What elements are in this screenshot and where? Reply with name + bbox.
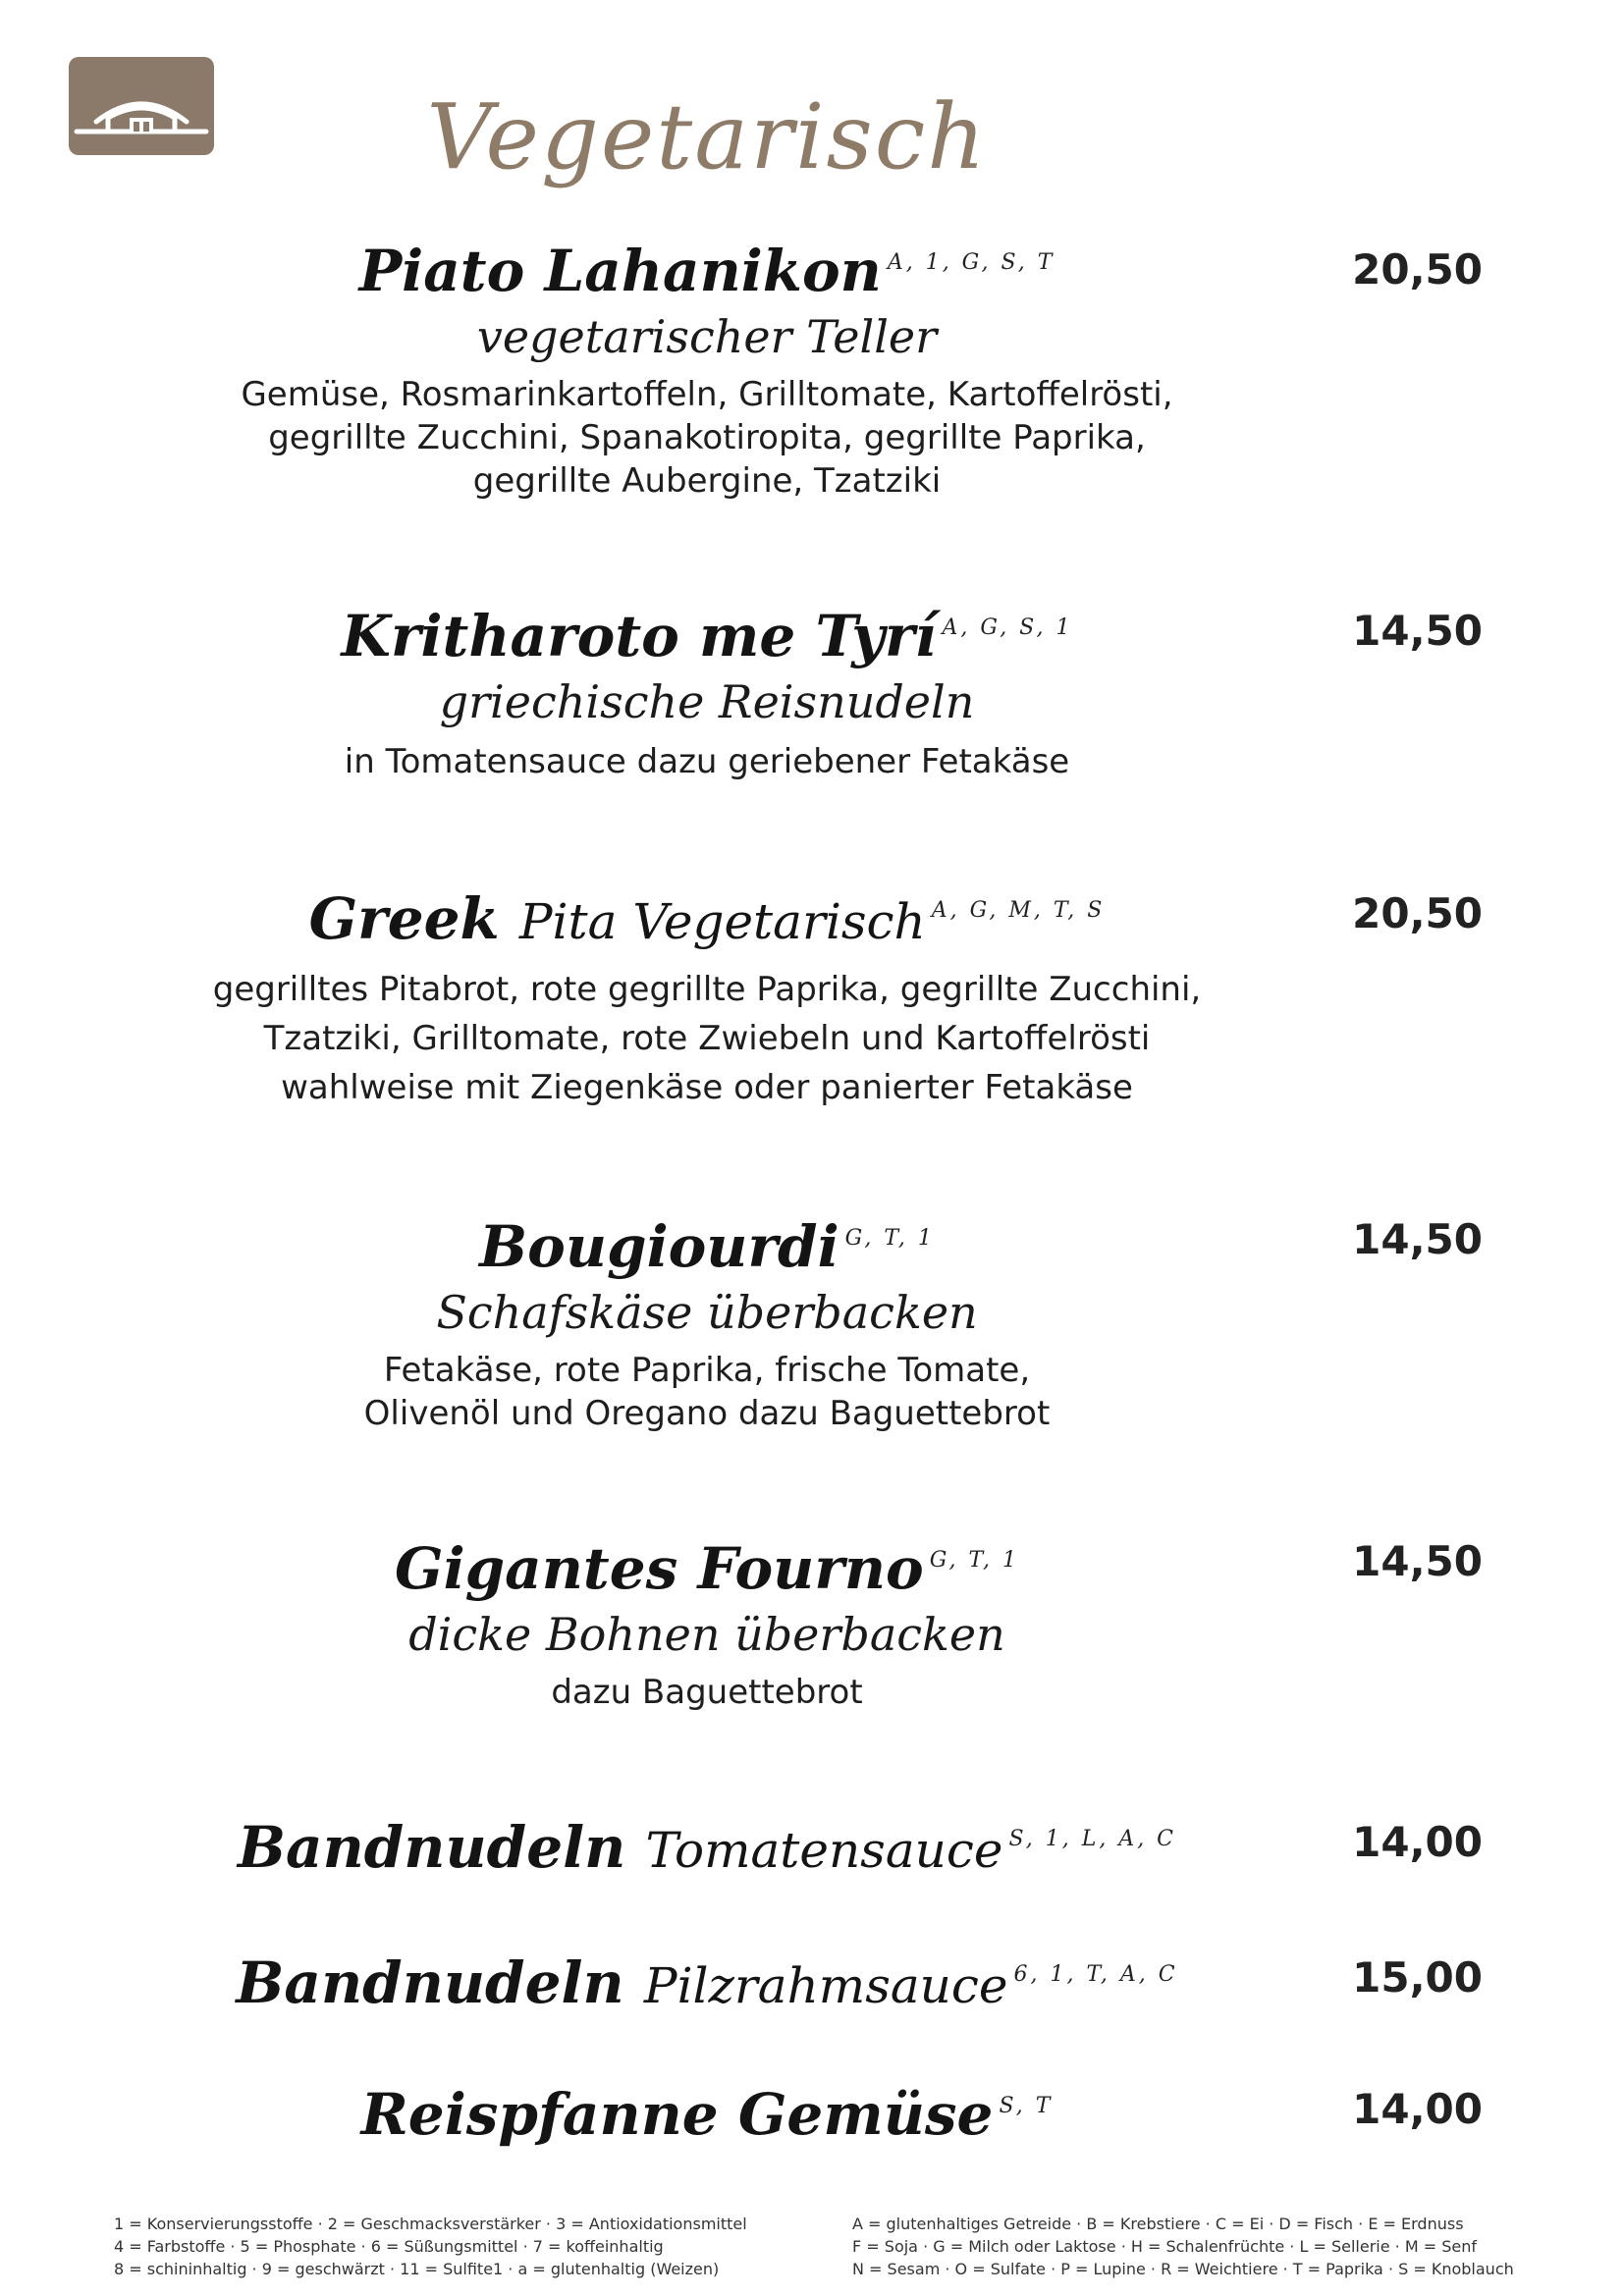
dish-name: Bandnudeln Pilzrahmsauce $^{6, 1, T, A, C}$ [236,1949,1178,2016]
allergen-codes: S, 1, L, A, C [1008,1827,1177,1851]
dish-name: Bougiourdi $^{G, T, 1}$ [479,1213,935,1280]
allergen-codes: A, G, S, 1 [942,615,1073,640]
allergen-codes: 6, 1, T, A, C [1013,1962,1178,1987]
dish-name: Bandnudeln Tomatensauce $^{S, 1, L, A, C}$ [237,1814,1177,1881]
dish-price: 20,50 [1352,889,1483,937]
dish-price: 15,00 [1352,1953,1483,2002]
dish-price: 20,50 [1352,245,1483,294]
dish-name: Piato Lahanikon $^{A, 1, G, S, T}$ [358,238,1056,304]
allergen-codes: G, T, 1 [844,1226,935,1251]
dish-price: 14,00 [1352,2085,1483,2133]
dish-description: Gemüse, Rosmarinkartoffeln, Grilltomate, Kartoffelrösti, gegrillte Zucchini, Spanakotiropita, gegrillte Paprika, gegrillte Aubergine, Tzatziki [241,375,1173,501]
dish-price: 14,00 [1352,1818,1483,1866]
dish-price: 14,50 [1352,1537,1483,1585]
dish-description: gegrilltes Pitabrot, rote gegrillte Paprika, gegrillte Zucchini, Tzatziki, Grilltomate, rote Zwiebeln und Kartoffelrösti wahlweise mit Ziegenkäse oder panierter Fetakäse [212,970,1202,1107]
dish-name: Greek Pita Vegetarisch $^{A, G, M, T, S}$ [308,885,1106,952]
dish-subtitle: dicke Bohnen überbacken [408,1608,1005,1661]
dish-greek-pita [0,876,1414,1112]
dish-description: dazu Baguettebrot [551,1673,863,1712]
dish-name: Gigantes Fourno $^{G, T, 1}$ [395,1535,1019,1602]
dish-name: Kritharoto me Tyrí $^{A, G, S, 1}$ [341,603,1073,669]
dish-price: 14,50 [1352,607,1483,655]
dish-piato-lahanikon [0,228,1414,503]
dish-description: in Tomatensauce dazu geriebener Fetakäse [344,742,1070,781]
allergen-codes: G, T, 1 [929,1548,1019,1573]
dish-kritharoto [0,593,1414,783]
dish-subtitle: vegetarischer Teller [476,310,938,363]
dish-description: Fetakäse, rote Paprika, frische Tomate, Olivenöl und Oregano dazu Baguettebrot [363,1351,1051,1433]
dish-price: 14,50 [1352,1215,1483,1263]
dish-subtitle: griechische Reisnudeln [439,675,975,728]
allergen-codes: S, T [999,2094,1054,2118]
dish-name: Reispfanne Gemüse $^{S, T}$ [360,2081,1054,2148]
dish-reispfanne-gemuese [0,2071,1414,2150]
allergen-codes: A, G, M, T, S [931,898,1106,923]
dish-gigantes-fourno [0,1525,1414,1714]
dish-bougiourdi [0,1203,1414,1435]
allergen-codes: A, 1, G, S, T [887,250,1056,275]
additives-legend: 1 = Konservierungsstoffe · 2 = Geschmacksverstärker · 3 = Antioxidationsmittel 4 = Farbstoffe · 5 = Phosphate · 6 = Süßungsmittel · 7 = koffeinhaltig 8 = schininhaltig · 9 = geschwärzt · 11 = Sulfite1 · a = glutenhaltig (Weizen) [114,2215,747,2278]
dish-bandnudeln-pilzrahmsauce [0,1940,1414,2021]
allergens-legend: A = glutenhaltiges Getreide · B = Krebstiere · C = Ei · D = Fisch · E = Erdnuss F = Soja · G = Milch oder Laktose · H = Schalenfrüchte · L = Sellerie · M = Senf N = Sesam · O = Sulfate · P = Lupine · R = Weichtiere · T = Paprika · S = Knoblauch [852,2215,1514,2278]
dish-bandnudeln-tomatensauce [0,1804,1414,1886]
dish-subtitle: Schafskäse überbacken [436,1286,978,1339]
page-title: Vegetarisch [426,84,988,189]
